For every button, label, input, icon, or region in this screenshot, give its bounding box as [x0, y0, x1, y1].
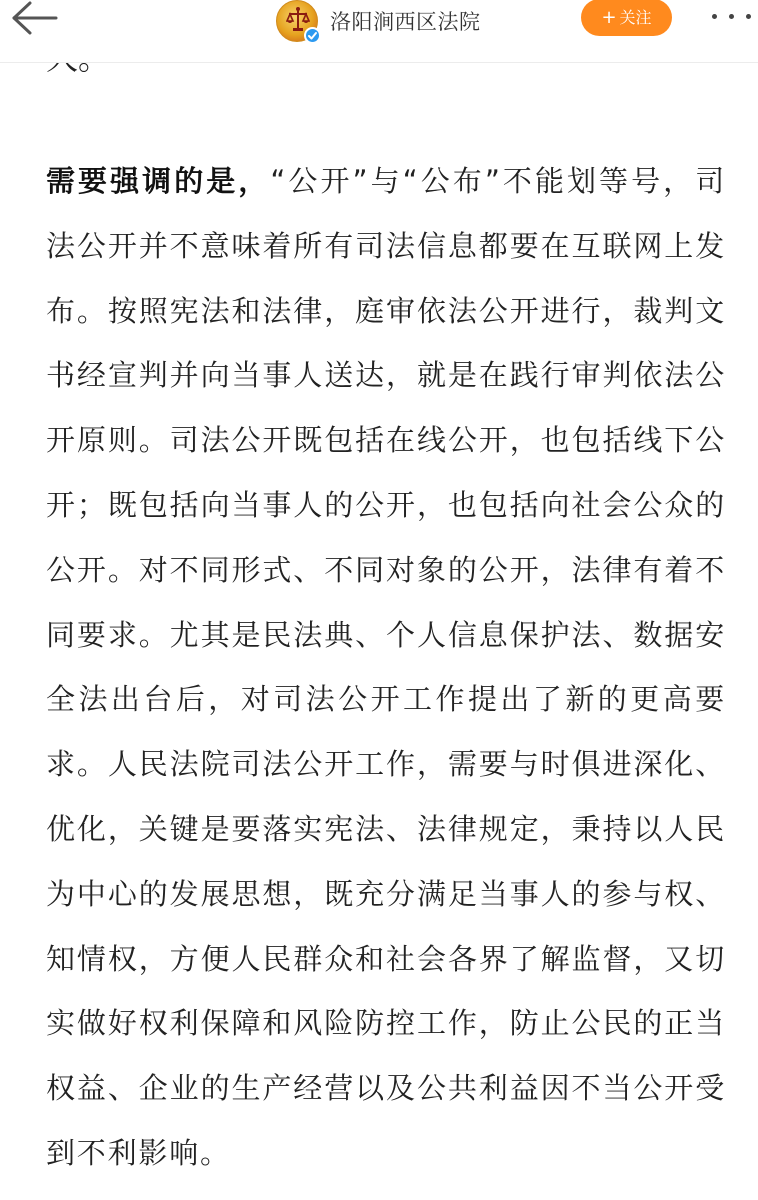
account-name[interactable]: 洛阳涧西区法院	[330, 10, 481, 34]
account-info[interactable]	[276, 0, 481, 42]
top-navigation-bar	[0, 0, 758, 63]
plus-icon: +	[601, 7, 617, 28]
verified-check-icon	[304, 27, 321, 44]
three-dots-icon	[746, 14, 751, 19]
arrow-left-icon	[8, 0, 64, 40]
court-emblem-avatar[interactable]	[276, 0, 318, 42]
three-dots-icon	[712, 14, 717, 19]
paragraph-lead-bold: 需要强调的是，	[46, 164, 271, 198]
three-dots-icon	[729, 14, 734, 19]
more-options-button[interactable]	[708, 6, 758, 30]
follow-button[interactable]	[581, 0, 672, 36]
paragraph-body: “公开”与“公布”不能划等号，司法公开并不意味着所有司法信息都要在互联网上发布。按照宪法和法律，庭审依法公开进行，裁判文书经宣判并向当事人送达，就是在践行审判依法公开原则。司法公开既包括在线公开，也包括线下公开；既包括向当事人的公开，也包括向社会公众的公开。对不同形式、不同对象的公开，法律有着不同要求。尤其是民法典、个人信息保护法、数据安全法出台后，对司法公开工作提出了新的更高要求。人民法院司法公开工作，需要与时俱进深化、优化，关键是要落实宪法、法律规定，秉持以人民为中心的发展思想，既充分满足当事人的参与权、知情权，方便人民群众和社会各界了解监督，又切实做好权利保障和风险防控工作，防止公民的正当权益、企业的生产经营以及公共利益因不当公开受到不利影响。	[46, 164, 726, 1170]
follow-label: 关注	[619, 8, 652, 27]
back-button[interactable]	[8, 0, 64, 40]
article-paragraph	[46, 149, 726, 1186]
